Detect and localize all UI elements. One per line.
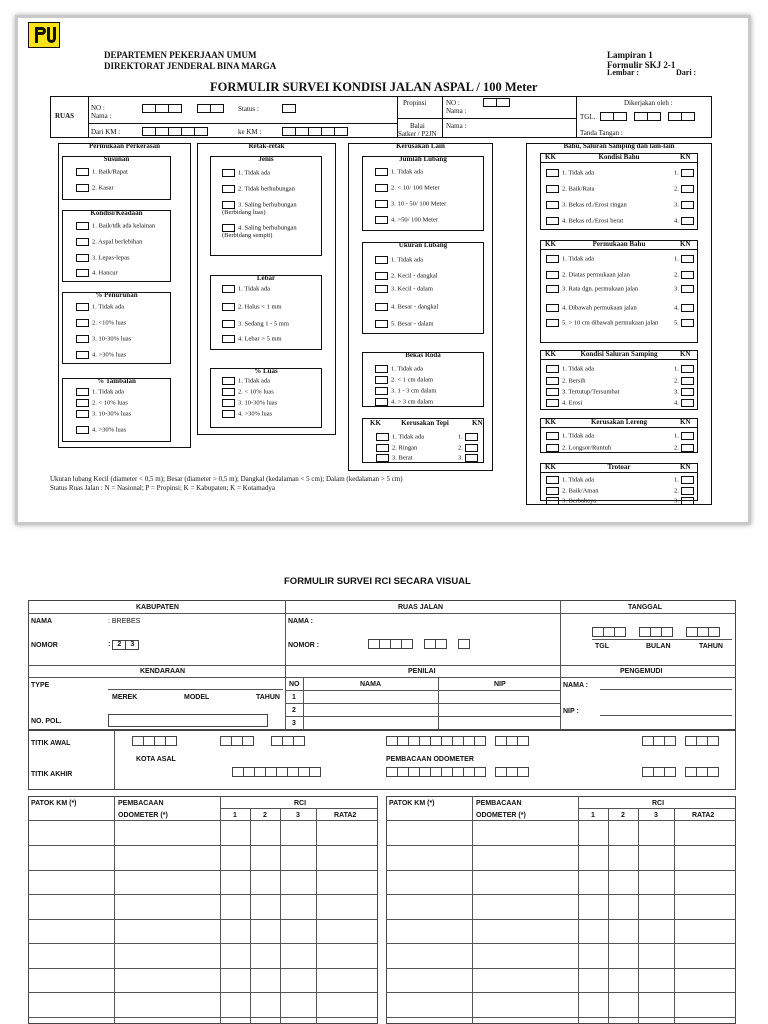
- pengemudi-head: PENGEMUDI: [620, 668, 663, 675]
- bahu-option[interactable]: 3. Tertutup/Tersumbat: [546, 388, 666, 396]
- formulir-code: Formulir SKJ 2-1: [607, 60, 676, 70]
- bahu-group-title-3: Kerusakan Lereng: [590, 418, 648, 426]
- lampiran: Lampiran 1: [607, 50, 653, 60]
- table-row[interactable]: [386, 968, 736, 969]
- rci-table: [386, 796, 736, 1024]
- bahu-option[interactable]: 2. Baik/Aman: [546, 487, 666, 495]
- bahu-group-title-4: Trotoar: [607, 463, 631, 471]
- bahu-head: Bahu, Saluran Samping dan lain-lain: [563, 142, 675, 150]
- bahu-option[interactable]: 2. Diatas permukaan jalan: [546, 271, 666, 279]
- bahu-option[interactable]: 4. Erosi: [546, 399, 666, 407]
- rci-table: [28, 796, 378, 1024]
- bahu-option[interactable]: 3. Bekas rd./Erosi ringan: [546, 201, 666, 209]
- table-row[interactable]: [386, 894, 736, 895]
- bahu-option[interactable]: 4. Dibawah permukaan jalan: [546, 304, 666, 312]
- ruas-jalan-head: RUAS JALAN: [398, 604, 444, 611]
- kondisi-title: Kondisi/Keadaan: [90, 209, 143, 217]
- kerusakan-head: Kerusakan Lain: [396, 142, 445, 150]
- bahu-group-title-0: Kondisi Bahu: [598, 153, 640, 161]
- ruas-nomor-boxes[interactable]: [368, 639, 469, 651]
- pu-logo: [28, 22, 60, 48]
- table-row[interactable]: [28, 968, 378, 969]
- prop-nama-label: Nama :: [446, 107, 467, 115]
- bahu-kn-option[interactable]: 4.: [674, 217, 697, 225]
- bahu-kn-option[interactable]: 2.: [674, 185, 697, 193]
- bahu-kn-option[interactable]: 3.: [674, 201, 697, 209]
- ruas-label: RUAS: [55, 112, 75, 120]
- table-row[interactable]: [386, 1017, 736, 1018]
- bahu-kn-option[interactable]: 2.: [674, 377, 697, 385]
- bahu-group-title-1: Permukaan Bahu: [592, 240, 646, 248]
- table-row[interactable]: [28, 919, 378, 920]
- balai-nama-label: Nama :: [446, 122, 467, 130]
- tanda-tangan-label: Tanda Tangan :: [580, 129, 623, 137]
- bahu-kn-option[interactable]: 2.: [674, 444, 697, 452]
- permukaan-head: Permukaan Perkerasan: [89, 142, 160, 150]
- kabupaten-head: KABUPATEN: [136, 604, 179, 611]
- kerusakan-tepi-title: Kerusakan Tepi: [401, 419, 449, 427]
- susunan-title: Susunan: [103, 155, 130, 163]
- no-label: NO :: [91, 104, 105, 112]
- bahu-option[interactable]: 1. Tidak ada: [546, 476, 666, 484]
- dikerjakan-label: Dikerjakan oleh :: [624, 99, 673, 107]
- bahu-option[interactable]: 1. Tidak ada: [546, 432, 666, 440]
- penilai-head: PENILAI: [408, 668, 436, 675]
- jumlah-lubang-title: Jumlah Lubang: [399, 155, 447, 163]
- dari: Dari :: [676, 68, 697, 77]
- dari-km-boxes[interactable]: [142, 127, 207, 138]
- bahu-kn-option[interactable]: 5.: [674, 319, 697, 327]
- bahu-kn-option[interactable]: 1.: [674, 365, 697, 373]
- balai-label: Balai: [410, 122, 425, 130]
- ukuran-lubang-title: Ukuran Lubang: [398, 241, 448, 249]
- ke-km-boxes[interactable]: [282, 127, 347, 138]
- bahu-kn-option[interactable]: 1.: [674, 255, 697, 263]
- tgl-label: TGL.: [580, 113, 596, 121]
- table-row[interactable]: [28, 992, 378, 993]
- prop-no-label: NO :: [446, 99, 460, 107]
- bahu-option[interactable]: 2. Baik/Rata: [546, 185, 666, 193]
- table-row[interactable]: [28, 894, 378, 895]
- bahu-kn-option[interactable]: 2.: [674, 487, 697, 495]
- bahu-option[interactable]: 2. Bersih: [546, 377, 666, 385]
- tgl-boxes[interactable]: [600, 112, 694, 123]
- bahu-group-title-2: Kondisi Saluran Samping: [580, 350, 658, 358]
- bahu-option[interactable]: 5. > 10 cm dibawah permukaan jalan: [546, 319, 666, 327]
- table-row[interactable]: [386, 870, 736, 871]
- nama-label: Nama :: [91, 112, 112, 120]
- rci-form-title: FORMULIR SURVEI RCI SECARA VISUAL: [284, 576, 471, 587]
- status-label: Status :: [238, 105, 259, 113]
- bahu-kn-option[interactable]: 3.: [674, 285, 697, 293]
- penurunan-title: % Penurunan: [95, 291, 138, 299]
- footnote-2: Status Ruas Jalan : N = Nasional; P = Propinsi; K = Kabupaten; K = Kotamadya: [50, 484, 275, 492]
- bahu-kn-option[interactable]: 3.: [674, 388, 697, 396]
- satker-label: Satker / P2JN: [398, 130, 437, 138]
- tanggal-boxes[interactable]: [592, 627, 719, 639]
- bahu-option[interactable]: 1. Tidak ada: [546, 255, 666, 263]
- table-row[interactable]: [386, 845, 736, 846]
- status-box[interactable]: [282, 104, 295, 115]
- lebar-title: Lebar: [256, 274, 276, 282]
- bahu-kn-option[interactable]: 4.: [674, 304, 697, 312]
- propinsi-boxes[interactable]: [483, 98, 509, 109]
- kabupaten-nama-value: : BREBES: [108, 618, 141, 625]
- dept-name: DEPARTEMEN PEKERJAAN UMUM: [104, 50, 257, 60]
- tanggal-head: TANGGAL: [628, 604, 663, 611]
- luas-title: % Luas: [254, 367, 278, 375]
- bahu-kn-option[interactable]: 3.: [674, 497, 697, 505]
- footnote-1: Ukuran lubang Kecil (diameter < 0,5 m); Besar (diameter > 0,5 m); Dangkal (kedalaman < 5 cm); Dalam (kedalaman > 5 cm): [50, 475, 403, 483]
- table-row[interactable]: [28, 943, 378, 944]
- ruas-no-boxes[interactable]: [142, 104, 181, 115]
- bahu-option[interactable]: 1. Tidak ada: [546, 169, 666, 177]
- bahu-option[interactable]: 3. Rata dgn. permukaan jalan: [546, 285, 666, 293]
- bahu-option[interactable]: 2. Longsor/Runtuh: [546, 444, 666, 452]
- table-row[interactable]: [386, 943, 736, 944]
- table-row[interactable]: [28, 870, 378, 871]
- ke-km-label: ke KM :: [238, 128, 262, 136]
- kabupaten-nomor[interactable]: : 2 3: [108, 640, 138, 650]
- table-row[interactable]: [28, 1017, 378, 1018]
- tambalan-title: % Tambalan: [97, 377, 136, 385]
- table-row[interactable]: [386, 919, 736, 920]
- bahu-kn-option[interactable]: 1.: [674, 169, 697, 177]
- form-title: FORMULIR SURVEI KONDISI JALAN ASPAL / 100 Meter: [210, 80, 538, 94]
- bahu-option[interactable]: 4. Bekas rd./Erosi berat: [546, 217, 666, 225]
- directorate-name: DIREKTORAT JENDERAL BINA MARGA: [104, 61, 277, 71]
- bahu-kn-option[interactable]: 4.: [674, 399, 697, 407]
- table-row[interactable]: [386, 992, 736, 993]
- lembar: Lembar :: [607, 68, 640, 77]
- bahu-option[interactable]: 3. Berbahaya: [546, 497, 666, 505]
- bahu-kn-option[interactable]: 2.: [674, 271, 697, 279]
- bekas-roda-title: Bekas Roda: [405, 351, 441, 359]
- propinsi-label: Propinsi: [403, 99, 427, 107]
- kendaraan-head: KENDARAAN: [140, 668, 186, 675]
- bahu-kn-option[interactable]: 1.: [674, 476, 697, 484]
- table-row[interactable]: [28, 845, 378, 846]
- dari-km-label: Dari KM :: [91, 128, 121, 136]
- bahu-option[interactable]: 1. Tidak ada: [546, 365, 666, 373]
- retak-head: Retak-retak: [248, 142, 285, 150]
- jenis-title: Jenis: [258, 155, 274, 163]
- nopol-input[interactable]: [108, 714, 268, 727]
- ruas-no-boxes-2[interactable]: [197, 104, 223, 115]
- bahu-kn-option[interactable]: 1.: [674, 432, 697, 440]
